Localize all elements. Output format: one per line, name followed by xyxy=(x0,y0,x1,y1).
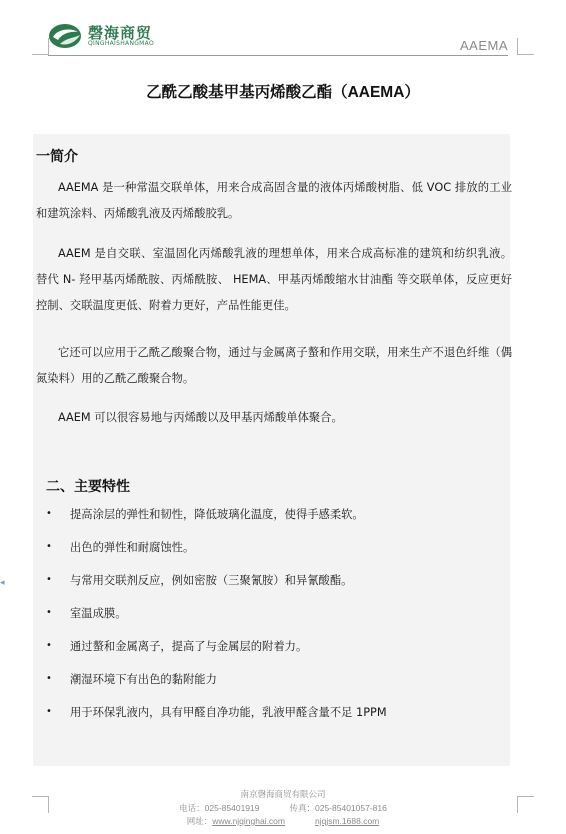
footer-fax: 传真：025-85401057-816 xyxy=(289,803,387,813)
intro-paragraph: 它还可以应用于乙酰乙酸聚合物，通过与金属离子螯和作用交联，用来生产不退色纤维（偶氮染料）用的乙酰乙酸聚合物。 xyxy=(36,346,512,385)
section-heading-intro: 一简介 xyxy=(36,149,78,165)
footer-links xyxy=(0,815,566,827)
header-divider xyxy=(48,55,508,56)
footer-contact xyxy=(0,802,566,814)
bullet-icon: • xyxy=(46,607,52,618)
features-list xyxy=(40,506,510,737)
logo-english-text: QINGHAISHANGMAO xyxy=(88,40,154,47)
logo-chinese-text: 磬海商贸 xyxy=(88,24,153,42)
intro-paragraph: AAEM 可以很容易地与丙烯酸以及甲基丙烯酸单体聚合。 xyxy=(58,411,343,424)
page-corner-mark-top-left xyxy=(32,38,49,55)
footer-company: 南京磬海商贸有限公司 xyxy=(240,789,326,799)
section-heading-features: 二、主要特性 xyxy=(46,479,130,495)
header-product-code: AAEMA xyxy=(459,38,508,53)
footer-shop-link[interactable]: njqjsm.1688.com xyxy=(315,816,380,826)
bullet-icon: • xyxy=(46,508,52,519)
list-item: • 用于环保乳液内，具有甲醛自净功能，乳液甲醛含量不足 1PPM xyxy=(46,706,387,719)
sidebar-edge-icon: ◂ xyxy=(0,578,5,588)
intro-paragraph: AAEM 是自交联、室温固化丙烯酸乳液的理想单体，用来合成高标准的建筑和纺织乳液。替代 N- 羟甲基丙烯酰胺、丙烯酰胺、 HEMA、甲基丙烯酸缩水甘油酯 等交联单体，反应更好控制、交联温度更低、附着力更好，产品性能更佳。 xyxy=(36,247,512,312)
footer-website-label: 网址： xyxy=(186,816,213,826)
footer-phone: 电话：025-85401919 xyxy=(179,803,260,813)
footer-website-link[interactable]: www.njqinghai.com xyxy=(212,816,285,826)
list-item: • 室温成膜。 xyxy=(46,607,127,620)
bullet-icon: • xyxy=(46,706,52,717)
company-logo xyxy=(48,22,168,50)
bullet-icon: • xyxy=(46,541,52,552)
list-item: • 提高涂层的弹性和韧性，降低玻璃化温度，使得手感柔软。 xyxy=(46,508,364,521)
list-item: • 通过螯和金属离子，提高了与金属层的附着力。 xyxy=(46,640,308,653)
logo-mark-icon xyxy=(48,22,84,50)
bullet-icon: • xyxy=(46,574,52,585)
document-title: 乙酰乙酸基甲基丙烯酸乙酯（AAEMA） xyxy=(146,84,420,101)
bullet-icon: • xyxy=(46,673,52,684)
list-item: • 潮湿环境下有出色的黏附能力 xyxy=(46,673,217,686)
list-item: • 出色的弹性和耐腐蚀性。 xyxy=(46,541,195,554)
page-corner-mark-top-right xyxy=(517,38,534,55)
list-item: • 与常用交联剂反应，例如密胺（三聚氰胺）和异氰酸酯。 xyxy=(46,574,353,587)
intro-paragraph: AAEMA 是一种常温交联单体，用来合成高固含量的液体丙烯酸树脂、低 VOC 排放的工业和建筑涂料、丙烯酸乳液及丙烯酸胶乳。 xyxy=(36,181,512,220)
bullet-icon: • xyxy=(46,640,52,651)
